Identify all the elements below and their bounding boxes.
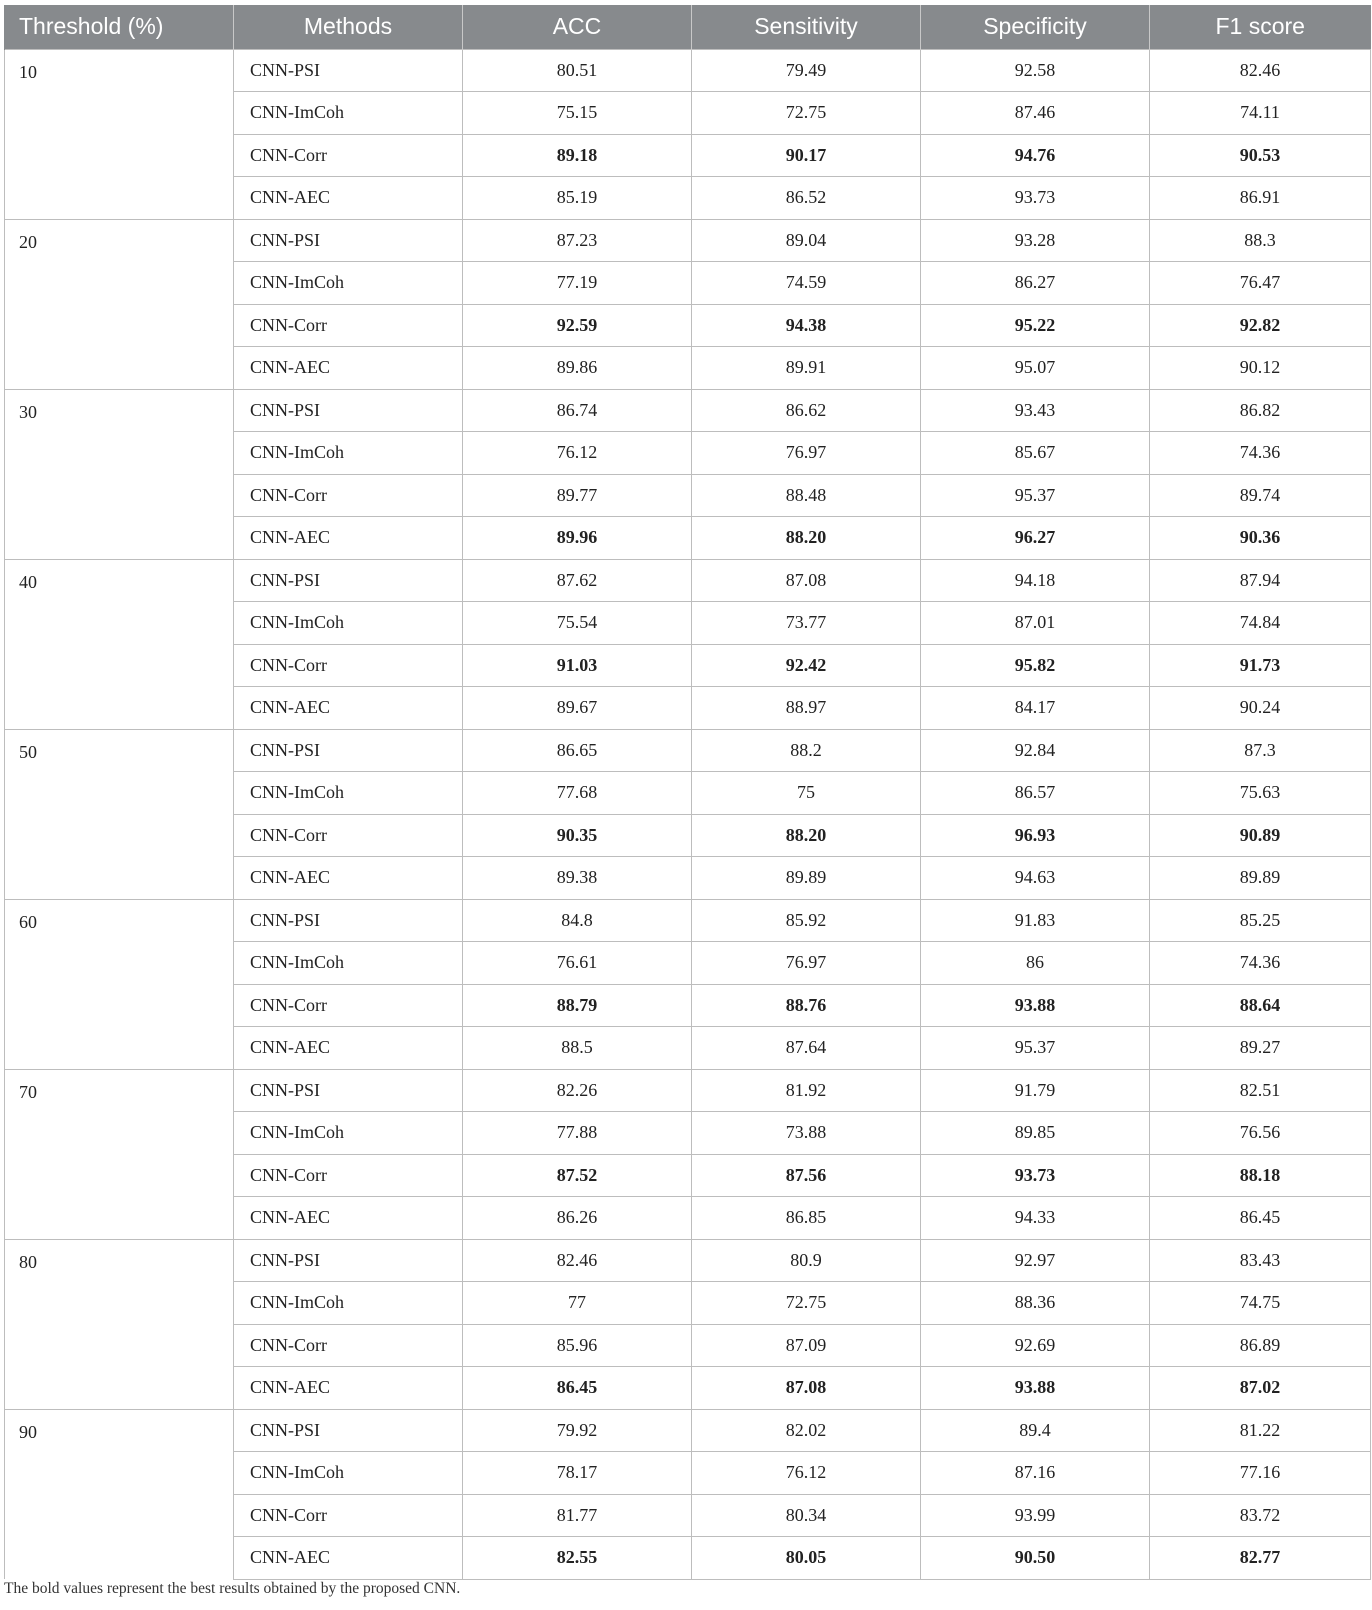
method-cell: CNN-PSI [234,1069,463,1112]
method-cell: CNN-AEC [234,1367,463,1410]
acc-cell: 77 [463,1282,692,1325]
method-cell: CNN-PSI [234,729,463,772]
sensitivity-cell: 88.48 [692,474,921,517]
acc-cell: 80.51 [463,49,692,92]
specificity-cell: 96.93 [921,814,1150,857]
sensitivity-cell: 92.42 [692,644,921,687]
results-table-container [4,5,1370,1580]
method-cell: CNN-Corr [234,304,463,347]
acc-cell: 85.96 [463,1324,692,1367]
method-cell: CNN-ImCoh [234,262,463,305]
specificity-cell: 92.69 [921,1324,1150,1367]
header-threshold: Threshold (%) [5,5,234,49]
specificity-cell: 93.43 [921,389,1150,432]
f1-score-cell: 83.72 [1150,1494,1371,1537]
acc-cell: 82.46 [463,1239,692,1282]
table-body [5,49,1371,1579]
sensitivity-cell: 89.89 [692,857,921,900]
acc-cell: 89.77 [463,474,692,517]
acc-cell: 88.79 [463,984,692,1027]
threshold-cell: 70 [5,1069,234,1239]
f1-score-cell: 82.77 [1150,1537,1371,1580]
f1-score-cell: 82.51 [1150,1069,1371,1112]
specificity-cell: 93.73 [921,177,1150,220]
sensitivity-cell: 80.05 [692,1537,921,1580]
acc-cell: 76.12 [463,432,692,475]
sensitivity-cell: 88.2 [692,729,921,772]
f1-score-cell: 92.82 [1150,304,1371,347]
sensitivity-cell: 76.12 [692,1452,921,1495]
acc-cell: 82.55 [463,1537,692,1580]
acc-cell: 86.65 [463,729,692,772]
table-row [5,899,1371,942]
results-table [4,5,1371,1580]
method-cell: CNN-AEC [234,177,463,220]
acc-cell: 77.19 [463,262,692,305]
specificity-cell: 95.22 [921,304,1150,347]
specificity-cell: 94.63 [921,857,1150,900]
acc-cell: 87.52 [463,1154,692,1197]
method-cell: CNN-Corr [234,474,463,517]
table-header-row [5,5,1371,49]
method-cell: CNN-AEC [234,347,463,390]
specificity-cell: 93.88 [921,984,1150,1027]
method-cell: CNN-PSI [234,559,463,602]
specificity-cell: 87.46 [921,92,1150,135]
acc-cell: 88.5 [463,1027,692,1070]
acc-cell: 87.23 [463,219,692,262]
method-cell: CNN-PSI [234,389,463,432]
acc-cell: 79.92 [463,1409,692,1452]
sensitivity-cell: 89.04 [692,219,921,262]
specificity-cell: 93.99 [921,1494,1150,1537]
sensitivity-cell: 88.20 [692,517,921,560]
acc-cell: 77.68 [463,772,692,815]
method-cell: CNN-Corr [234,814,463,857]
table-row [5,559,1371,602]
f1-score-cell: 86.89 [1150,1324,1371,1367]
method-cell: CNN-PSI [234,899,463,942]
f1-score-cell: 90.36 [1150,517,1371,560]
sensitivity-cell: 76.97 [692,942,921,985]
specificity-cell: 95.07 [921,347,1150,390]
acc-cell: 77.88 [463,1112,692,1155]
threshold-cell: 90 [5,1409,234,1579]
method-cell: CNN-AEC [234,857,463,900]
acc-cell: 89.86 [463,347,692,390]
sensitivity-cell: 80.9 [692,1239,921,1282]
acc-cell: 86.45 [463,1367,692,1410]
f1-score-cell: 86.82 [1150,389,1371,432]
f1-score-cell: 88.3 [1150,219,1371,262]
table-row [5,389,1371,432]
f1-score-cell: 89.74 [1150,474,1371,517]
acc-cell: 89.38 [463,857,692,900]
method-cell: CNN-ImCoh [234,602,463,645]
acc-cell: 81.77 [463,1494,692,1537]
specificity-cell: 84.17 [921,687,1150,730]
f1-score-cell: 87.3 [1150,729,1371,772]
sensitivity-cell: 79.49 [692,49,921,92]
threshold-cell: 50 [5,729,234,899]
specificity-cell: 94.18 [921,559,1150,602]
specificity-cell: 94.76 [921,134,1150,177]
sensitivity-cell: 94.38 [692,304,921,347]
table-row [5,49,1371,92]
table-row [5,729,1371,772]
specificity-cell: 91.79 [921,1069,1150,1112]
specificity-cell: 90.50 [921,1537,1150,1580]
f1-score-cell: 76.47 [1150,262,1371,305]
acc-cell: 75.15 [463,92,692,135]
method-cell: CNN-Corr [234,1494,463,1537]
sensitivity-cell: 87.64 [692,1027,921,1070]
f1-score-cell: 75.63 [1150,772,1371,815]
sensitivity-cell: 90.17 [692,134,921,177]
sensitivity-cell: 86.85 [692,1197,921,1240]
sensitivity-cell: 73.77 [692,602,921,645]
threshold-cell: 60 [5,899,234,1069]
threshold-cell: 40 [5,559,234,729]
method-cell: CNN-ImCoh [234,1282,463,1325]
method-cell: CNN-AEC [234,1027,463,1070]
f1-score-cell: 74.75 [1150,1282,1371,1325]
acc-cell: 89.67 [463,687,692,730]
method-cell: CNN-Corr [234,134,463,177]
method-cell: CNN-Corr [234,644,463,687]
acc-cell: 87.62 [463,559,692,602]
f1-score-cell: 74.84 [1150,602,1371,645]
header-acc: ACC [463,5,692,49]
f1-score-cell: 82.46 [1150,49,1371,92]
table-footnote: The bold values represent the best results obtained by the proposed CNN. [4,1580,461,1597]
method-cell: CNN-ImCoh [234,772,463,815]
method-cell: CNN-AEC [234,517,463,560]
acc-cell: 85.19 [463,177,692,220]
sensitivity-cell: 82.02 [692,1409,921,1452]
acc-cell: 84.8 [463,899,692,942]
method-cell: CNN-ImCoh [234,942,463,985]
threshold-cell: 10 [5,49,234,219]
f1-score-cell: 86.91 [1150,177,1371,220]
sensitivity-cell: 73.88 [692,1112,921,1155]
specificity-cell: 85.67 [921,432,1150,475]
f1-score-cell: 81.22 [1150,1409,1371,1452]
method-cell: CNN-Corr [234,1324,463,1367]
table-row [5,219,1371,262]
sensitivity-cell: 72.75 [692,1282,921,1325]
f1-score-cell: 76.56 [1150,1112,1371,1155]
specificity-cell: 87.16 [921,1452,1150,1495]
specificity-cell: 86.57 [921,772,1150,815]
header-sensitivity: Sensitivity [692,5,921,49]
f1-score-cell: 88.64 [1150,984,1371,1027]
specificity-cell: 95.82 [921,644,1150,687]
f1-score-cell: 74.11 [1150,92,1371,135]
threshold-cell: 30 [5,389,234,559]
sensitivity-cell: 80.34 [692,1494,921,1537]
header-specificity: Specificity [921,5,1150,49]
sensitivity-cell: 89.91 [692,347,921,390]
method-cell: CNN-Corr [234,984,463,1027]
f1-score-cell: 88.18 [1150,1154,1371,1197]
method-cell: CNN-ImCoh [234,1452,463,1495]
specificity-cell: 93.73 [921,1154,1150,1197]
f1-score-cell: 89.89 [1150,857,1371,900]
f1-score-cell: 74.36 [1150,942,1371,985]
specificity-cell: 89.4 [921,1409,1150,1452]
table-row [5,1409,1371,1452]
acc-cell: 86.74 [463,389,692,432]
method-cell: CNN-ImCoh [234,432,463,475]
specificity-cell: 86.27 [921,262,1150,305]
f1-score-cell: 89.27 [1150,1027,1371,1070]
specificity-cell: 95.37 [921,1027,1150,1070]
acc-cell: 91.03 [463,644,692,687]
sensitivity-cell: 88.97 [692,687,921,730]
method-cell: CNN-PSI [234,1239,463,1282]
sensitivity-cell: 74.59 [692,262,921,305]
acc-cell: 82.26 [463,1069,692,1112]
sensitivity-cell: 87.08 [692,559,921,602]
table-row [5,1239,1371,1282]
sensitivity-cell: 87.56 [692,1154,921,1197]
f1-score-cell: 83.43 [1150,1239,1371,1282]
f1-score-cell: 90.53 [1150,134,1371,177]
threshold-cell: 20 [5,219,234,389]
method-cell: CNN-ImCoh [234,1112,463,1155]
acc-cell: 89.18 [463,134,692,177]
sensitivity-cell: 86.52 [692,177,921,220]
sensitivity-cell: 87.08 [692,1367,921,1410]
method-cell: CNN-PSI [234,49,463,92]
header-methods: Methods [234,5,463,49]
specificity-cell: 89.85 [921,1112,1150,1155]
acc-cell: 92.59 [463,304,692,347]
acc-cell: 90.35 [463,814,692,857]
specificity-cell: 96.27 [921,517,1150,560]
specificity-cell: 93.88 [921,1367,1150,1410]
method-cell: CNN-AEC [234,1197,463,1240]
sensitivity-cell: 88.20 [692,814,921,857]
f1-score-cell: 85.25 [1150,899,1371,942]
specificity-cell: 92.84 [921,729,1150,772]
method-cell: CNN-PSI [234,219,463,262]
f1-score-cell: 87.94 [1150,559,1371,602]
sensitivity-cell: 86.62 [692,389,921,432]
sensitivity-cell: 75 [692,772,921,815]
f1-score-cell: 91.73 [1150,644,1371,687]
acc-cell: 78.17 [463,1452,692,1495]
specificity-cell: 95.37 [921,474,1150,517]
specificity-cell: 92.97 [921,1239,1150,1282]
sensitivity-cell: 81.92 [692,1069,921,1112]
threshold-cell: 80 [5,1239,234,1409]
f1-score-cell: 77.16 [1150,1452,1371,1495]
method-cell: CNN-ImCoh [234,92,463,135]
method-cell: CNN-AEC [234,687,463,730]
sensitivity-cell: 76.97 [692,432,921,475]
f1-score-cell: 90.12 [1150,347,1371,390]
sensitivity-cell: 85.92 [692,899,921,942]
acc-cell: 89.96 [463,517,692,560]
method-cell: CNN-PSI [234,1409,463,1452]
method-cell: CNN-Corr [234,1154,463,1197]
specificity-cell: 91.83 [921,899,1150,942]
acc-cell: 76.61 [463,942,692,985]
method-cell: CNN-AEC [234,1537,463,1580]
acc-cell: 86.26 [463,1197,692,1240]
specificity-cell: 94.33 [921,1197,1150,1240]
sensitivity-cell: 72.75 [692,92,921,135]
f1-score-cell: 90.89 [1150,814,1371,857]
f1-score-cell: 90.24 [1150,687,1371,730]
f1-score-cell: 74.36 [1150,432,1371,475]
table-row [5,1069,1371,1112]
acc-cell: 75.54 [463,602,692,645]
header-f1-score: F1 score [1150,5,1371,49]
sensitivity-cell: 87.09 [692,1324,921,1367]
f1-score-cell: 87.02 [1150,1367,1371,1410]
specificity-cell: 86 [921,942,1150,985]
specificity-cell: 92.58 [921,49,1150,92]
f1-score-cell: 86.45 [1150,1197,1371,1240]
specificity-cell: 88.36 [921,1282,1150,1325]
sensitivity-cell: 88.76 [692,984,921,1027]
specificity-cell: 87.01 [921,602,1150,645]
specificity-cell: 93.28 [921,219,1150,262]
